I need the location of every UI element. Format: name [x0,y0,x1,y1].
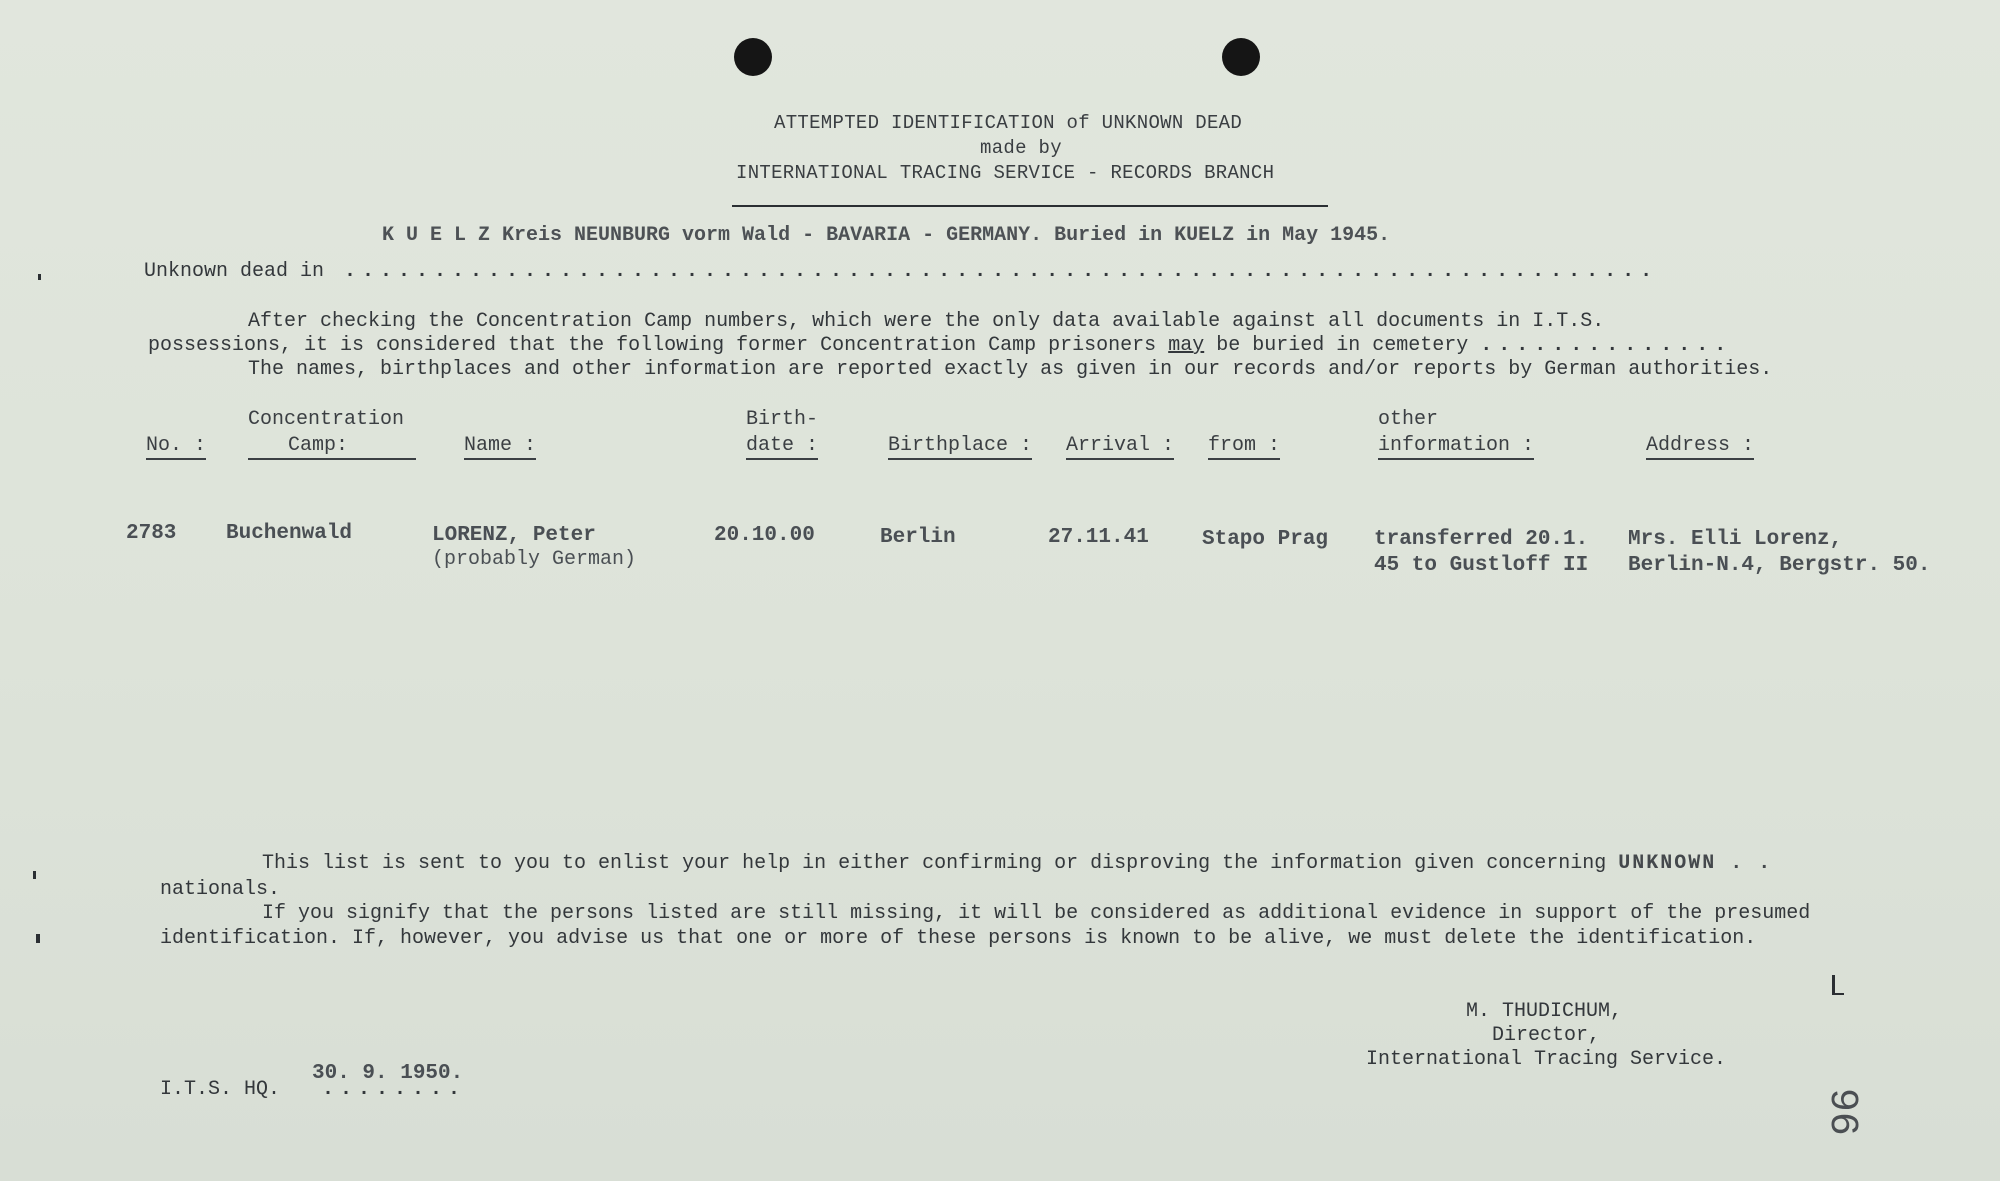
header-camp-bottom: Camp: [248,434,416,460]
unknown-dead-label: Unknown dead in [144,260,325,283]
header-title: ATTEMPTED IDENTIFICATION of UNKNOWN DEAD [774,112,1243,134]
header-other-bottom: information : [1378,434,1534,460]
margin-mark-2 [33,871,36,879]
header-birth-bottom: date : [746,434,818,460]
cell-birthplace: Berlin [880,526,956,549]
cell-other-1: transferred 20.1. [1374,528,1589,551]
intro-may: may [1168,334,1205,357]
intro-line-2-pre: possessions, it is considered that the following former Concentration Camp prisoners [148,334,1157,357]
cell-address-1: Mrs. Elli Lorenz, [1628,528,1843,551]
closing-line-1 [262,852,1772,875]
closing-line-3: If you signify that the persons listed are still missing, it will be considered as additional evidence in support of the presumed [262,902,1811,925]
closing-unknown-stamp: UNKNOWN . . [1618,852,1773,875]
signature-name: M. THUDICHUM, [1466,1000,1623,1023]
header-rule [732,205,1328,207]
header-birth-top: Birth- [746,408,819,431]
header-birthplace: Birthplace : [888,434,1032,460]
cell-name: LORENZ, Peter [432,524,596,547]
intro-line-2-post: be buried in cemetery [1216,334,1469,357]
header-name: Name : [464,434,536,460]
punch-hole-right [1222,38,1260,76]
closing-line-1-text: This list is sent to you to enlist your help in either confirming or disproving the information given concerning [262,852,1607,875]
unknown-dead-dots: ......................................................................... [344,260,1659,283]
footer-date: 30. 9. 1950. [312,1062,464,1085]
cell-birthdate: 20.10.00 [714,524,815,547]
closing-line-4: identification. If, however, you advise us that one or more of these persons is known to be alive, we must delete the identification. [160,927,1757,950]
footer-dots: ........ [322,1078,467,1101]
header-no: No. : [146,434,206,460]
signature-org: International Tracing Service. [1366,1048,1727,1071]
corner-mark [1832,975,1835,995]
cell-arrival: 27.11.41 [1048,526,1149,549]
signature-title: Director, [1492,1024,1601,1047]
header-arrival: Arrival : [1066,434,1174,460]
intro-line-1: After checking the Concentration Camp numbers, which were the only data available against all documents in I.T.S. [248,310,1605,333]
margin-mark-1 [38,274,41,280]
cell-no: 2783 [126,522,177,545]
corner-mark-tick [1832,993,1844,995]
location-line: K U E L Z Kreis NEUNBURG vorm Wald - BAVARIA - GERMANY. Buried in KUELZ in May 1945. [382,224,1391,247]
closing-line-2: nationals. [160,878,281,901]
header-subtitle: made by [980,137,1062,159]
intro-line-2 [148,334,1732,357]
intro-dots: .............. [1480,334,1733,357]
header-address: Address : [1646,434,1754,460]
intro-line-3: The names, birthplaces and other information are reported exactly as given in our records and/or reports by German authorities. [248,358,1773,381]
cell-name-note: (probably German) [432,548,637,571]
header-camp-top: Concentration [248,408,405,431]
page-number: 96 [1826,1087,1871,1136]
punch-hole-left [734,38,772,76]
header-other-top: other [1378,408,1439,431]
footer-hq-label: I.T.S. HQ. [160,1078,281,1101]
cell-other-2: 45 to Gustloff II [1374,554,1589,577]
margin-mark-3 [36,934,40,943]
header-from: from : [1208,434,1280,460]
cell-from: Stapo Prag [1202,528,1329,551]
cell-address-2: Berlin-N.4, Bergstr. 50. [1628,554,1931,577]
header-organization: INTERNATIONAL TRACING SERVICE - RECORDS BRANCH [736,162,1275,184]
cell-camp: Buchenwald [226,522,353,545]
